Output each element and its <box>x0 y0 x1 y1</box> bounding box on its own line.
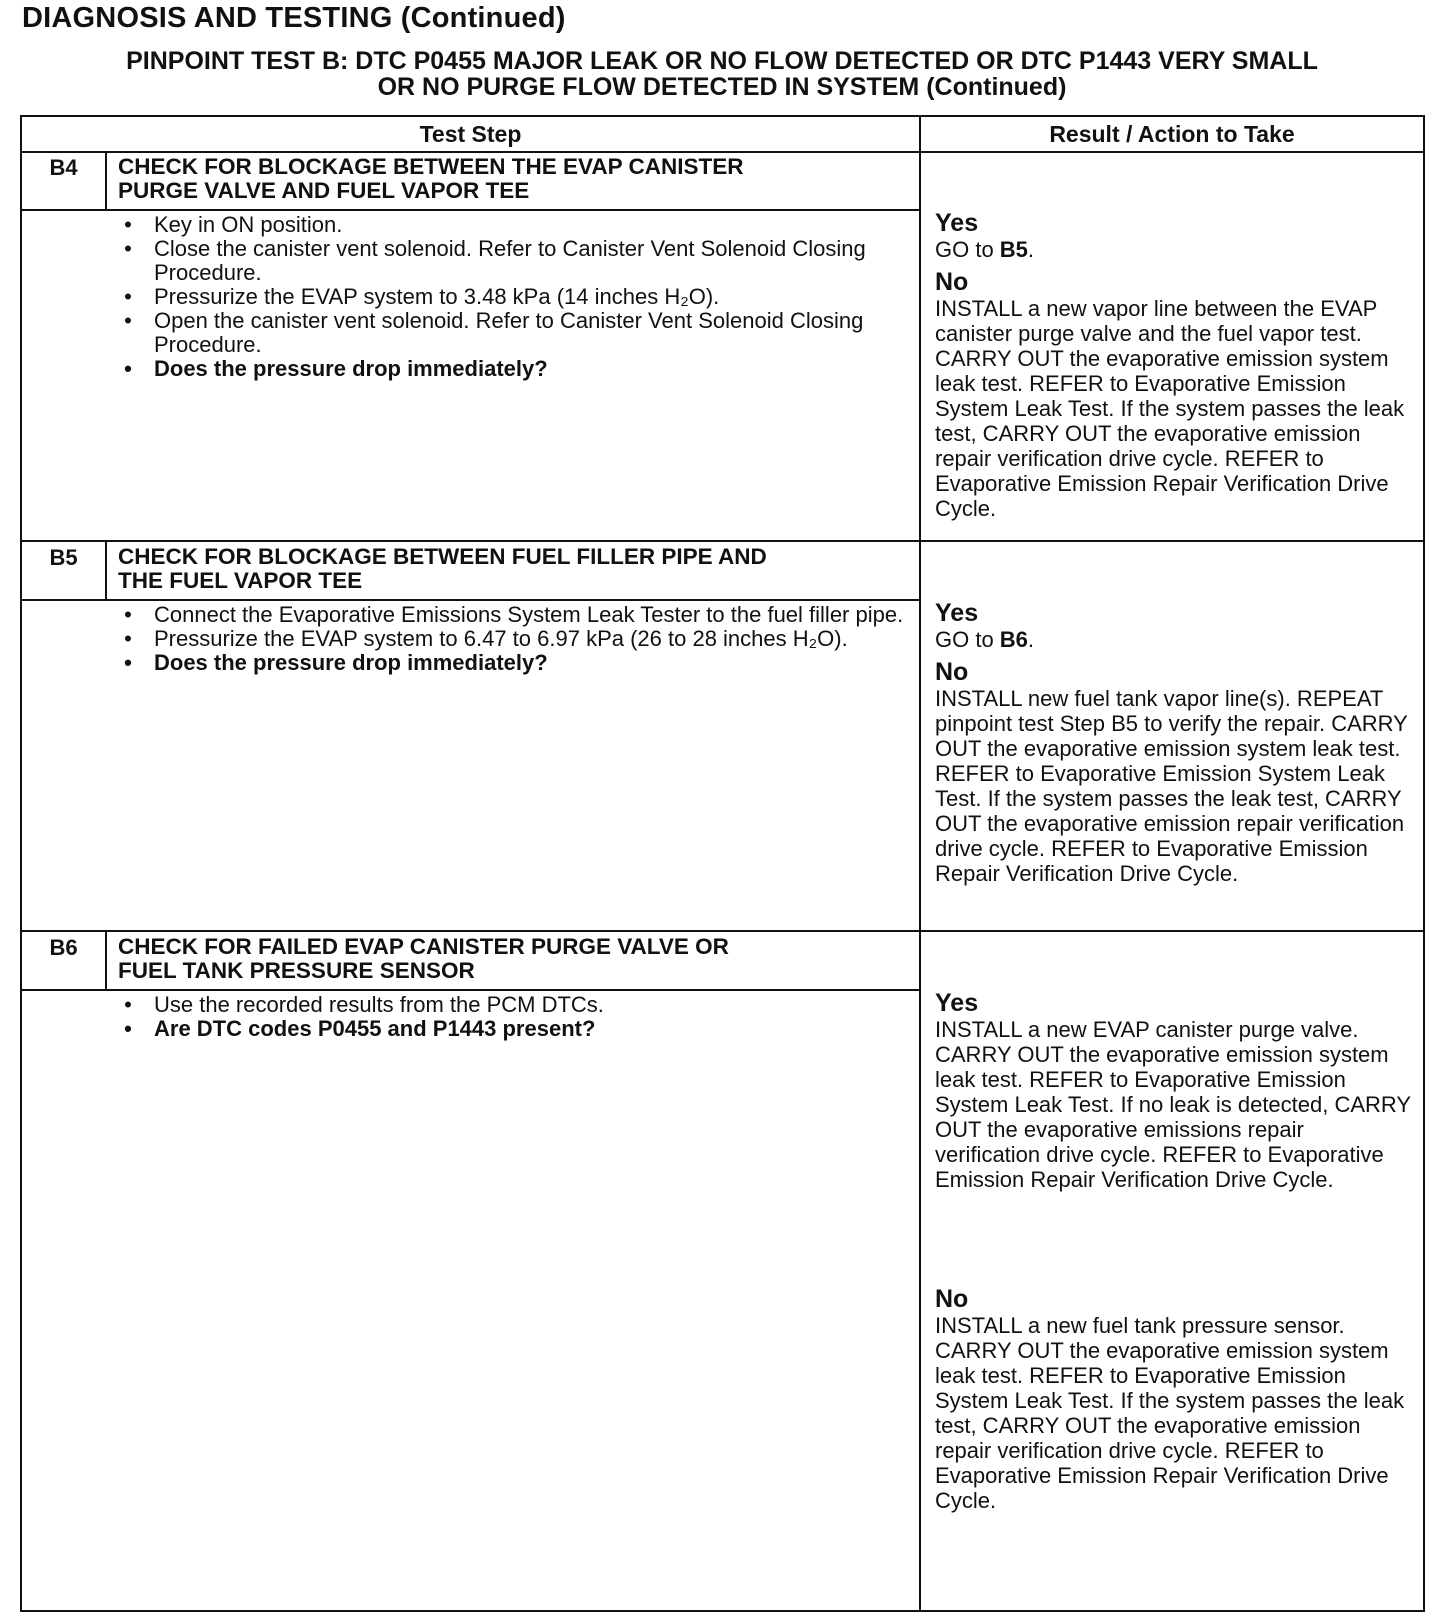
step-title-b5 <box>118 541 898 593</box>
step-id-b6: B6 <box>49 935 78 960</box>
yes-action: INSTALL a new EVAP canister purge valve. CARRY OUT the evaporative emission system leak test. REFER to Evaporative Emission System Leak Test. If no leak is detected, CARRY OUT the evaporative emissions repair verification drive cycle. REFER to Evaporative Emission Repair Verification Drive Cycle. <box>935 1017 1411 1192</box>
step-b4-bullets <box>118 213 908 381</box>
step-ref: B5 <box>999 237 1028 262</box>
result-b6-yes <box>935 989 1415 1192</box>
no-action: INSTALL a new fuel tank pressure sensor. CARRY OUT the evaporative emission system leak test. REFER to Evaporative Emission System Leak Test. If the system passes the leak test, CARRY OUT the evaporative emission repair verification drive cycle. REFER to Evaporative Emission Repair Verification Drive Cycle. <box>935 1313 1405 1513</box>
step-title-divider <box>22 209 919 211</box>
step-title-b5-line2: THE FUEL VAPOR TEE <box>118 568 363 593</box>
step-title-b6-line1: CHECK FOR FAILED EVAP CANISTER PURGE VALVE OR <box>118 934 729 959</box>
yes-label: Yes <box>935 599 979 627</box>
result-b4 <box>935 209 1415 521</box>
header-result-action: Result / Action to Take <box>1049 121 1295 147</box>
step-b6-bullets <box>118 993 908 1041</box>
step-title-divider <box>22 989 919 991</box>
list-item: • Close the canister vent solenoid. Refer to Canister Vent Solenoid Closing Procedure. <box>124 236 866 285</box>
test-title-line-1: PINPOINT TEST B: DTC P0455 MAJOR LEAK OR NO FLOW DETECTED OR DTC P1443 VERY SMALL <box>126 47 1318 75</box>
step-id-divider <box>105 931 107 989</box>
no-action: INSTALL a new vapor line between the EVAP canister purge valve and the fuel vapor test. CARRY OUT the evaporative emission system leak test. REFER to Evaporative Emission System Leak Test. If the system passes the leak test, CARRY OUT the evaporative emission repair verification drive cycle. REFER to Evaporative Emission Repair Verification Drive Cycle. <box>935 296 1405 521</box>
yes-action: GO to B6. <box>935 627 1035 652</box>
column-divider <box>919 117 921 1610</box>
step-title-b6-line2: FUEL TANK PRESSURE SENSOR <box>118 958 475 983</box>
step-b5-bullets <box>118 603 908 675</box>
test-title-line-2: OR NO PURGE FLOW DETECTED IN SYSTEM (Continued) <box>377 73 1067 101</box>
yes-label: Yes <box>935 989 979 1017</box>
step-id-divider <box>105 151 107 209</box>
page-title: DIAGNOSIS AND TESTING (Continued) <box>22 2 566 34</box>
no-action: INSTALL new fuel tank vapor line(s). REPEAT pinpoint test Step B5 to verify the repair. CARRY OUT the evaporative emission system leak test. REFER to Evaporative Emission System Leak Test. If the system passes the leak test, CARRY OUT the evaporative emission repair verification drive cycle. REFER to Evaporative Emission Repair Verification Drive Cycle. <box>935 686 1408 886</box>
step-id-divider <box>105 541 107 599</box>
step-title-divider <box>22 599 919 601</box>
list-item: • Pressurize the EVAP system to 3.48 kPa (14 inches H₂O). <box>124 284 720 309</box>
no-label: No <box>935 268 969 296</box>
step-title-b4 <box>118 151 898 203</box>
step-id-b4: B4 <box>49 155 78 180</box>
pinpoint-test-title <box>22 48 1422 100</box>
list-item: • Pressurize the EVAP system to 6.47 to 6.97 kPa (26 to 28 inches H₂O). <box>124 626 848 651</box>
step-title-b5-line1: CHECK FOR BLOCKAGE BETWEEN FUEL FILLER PIPE AND <box>118 544 767 569</box>
yes-label: Yes <box>935 209 979 237</box>
list-item-question: • Does the pressure drop immediately? <box>124 650 548 675</box>
list-item-question: • Are DTC codes P0455 and P1443 present? <box>124 1016 596 1041</box>
no-label: No <box>935 1285 969 1313</box>
list-item: • Key in ON position. <box>124 212 343 237</box>
yes-action: GO to B5. <box>935 237 1035 262</box>
list-item: • Use the recorded results from the PCM DTCs. <box>124 992 604 1017</box>
header-test-step: Test Step <box>419 121 522 147</box>
list-item-question: • Does the pressure drop immediately? <box>124 356 548 381</box>
list-item: • Open the canister vent solenoid. Refer to Canister Vent Solenoid Closing Procedure. <box>124 308 864 357</box>
result-b6-no <box>935 1285 1415 1513</box>
step-title-b4-line1: CHECK FOR BLOCKAGE BETWEEN THE EVAP CANISTER <box>118 154 744 179</box>
list-item: • Connect the Evaporative Emissions System Leak Tester to the fuel filler pipe. <box>124 602 904 627</box>
step-title-b6 <box>118 931 898 983</box>
step-title-b4-line2: PURGE VALVE AND FUEL VAPOR TEE <box>118 178 530 203</box>
no-label: No <box>935 658 969 686</box>
step-id-b5: B5 <box>49 545 78 570</box>
result-b5 <box>935 599 1415 886</box>
step-ref: B6 <box>999 627 1028 652</box>
diagnostic-table <box>20 115 1425 1612</box>
